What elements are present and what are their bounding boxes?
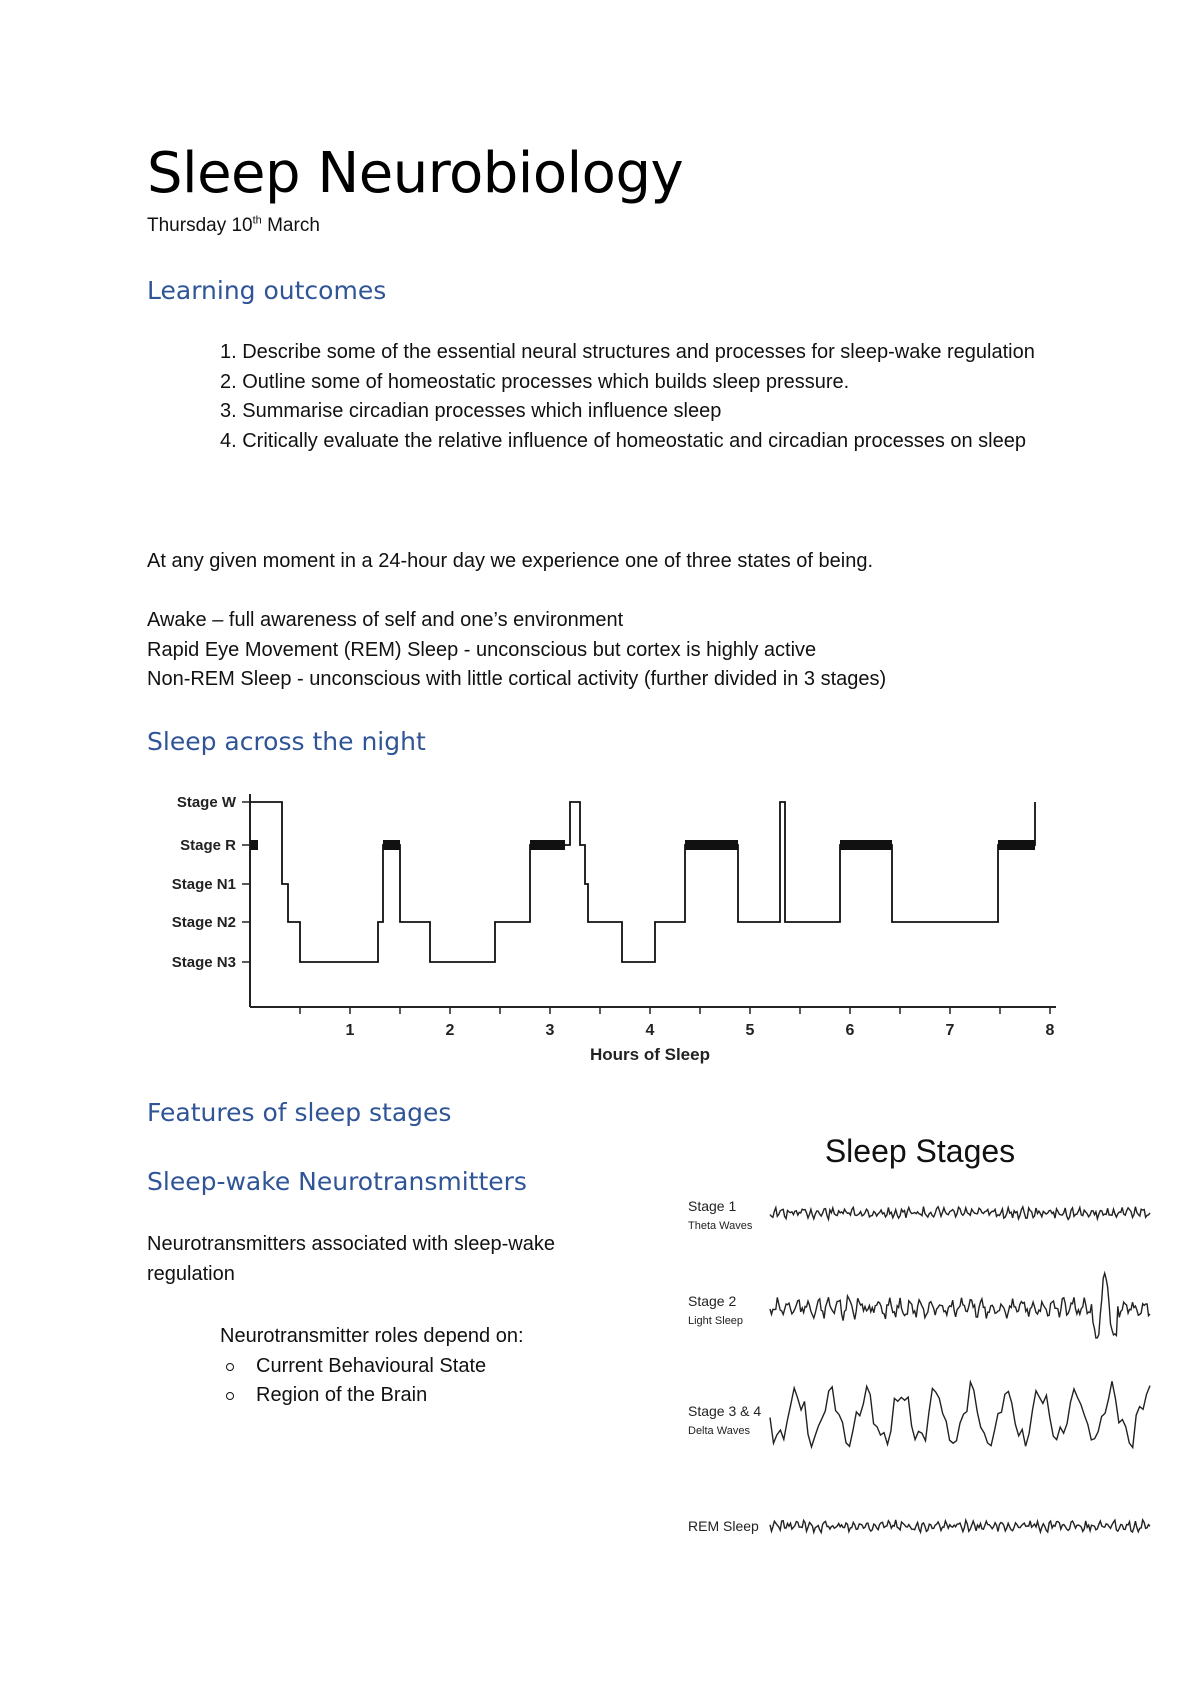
trace-label: REM Sleep [688, 1518, 759, 1534]
page-title: Sleep Neurobiology [147, 141, 684, 206]
date-month: March [267, 215, 320, 236]
outcome-item: 3. Summarise circadian processes which influence sleep [220, 400, 722, 422]
rem-bar [840, 840, 892, 850]
learning-outcomes-list [220, 338, 1080, 456]
y-tick-label: Stage R [180, 837, 236, 854]
trace-label: Stage 3 & 4 [688, 1403, 762, 1419]
outcome-item: 4. Critically evaluate the relative influence of homeostatic and circadian processes on sleep [220, 429, 1026, 452]
rem-bar [383, 840, 400, 850]
x-tick-label: 6 [845, 1022, 855, 1039]
rem-bar [998, 840, 1035, 850]
x-tick-label: 5 [745, 1022, 755, 1039]
trace-sublabel: Theta Waves [688, 1220, 753, 1232]
date-prefix: Thursday 10 [147, 215, 253, 236]
trace-label: Stage 1 [688, 1198, 737, 1214]
figure-title: Sleep Stages [824, 1133, 1016, 1169]
list-item [256, 1352, 524, 1382]
state-awake: Awake – full awareness of self and one’s environment [147, 609, 624, 631]
x-tick-label: 4 [645, 1022, 655, 1039]
y-tick-label: Stage N1 [171, 876, 236, 893]
x-tick-label: 8 [1045, 1022, 1055, 1039]
rem-bar [250, 840, 258, 850]
trace-label: Stage 2 [688, 1293, 737, 1309]
role-text: Current Behavioural State [256, 1354, 487, 1377]
rem-bar [530, 840, 565, 850]
eeg-trace [770, 1207, 1150, 1220]
bullet-icon [226, 1363, 234, 1371]
rem-bar [685, 840, 738, 850]
trace-sublabel: Light Sleep [688, 1315, 744, 1327]
sleep-across-night-heading: Sleep across the night [147, 727, 426, 756]
list-item [256, 1381, 524, 1411]
role-text: Region of the Brain [256, 1384, 428, 1406]
eeg-trace [770, 1520, 1150, 1533]
sleep-stages-figure [670, 1118, 1170, 1578]
x-tick-label: 1 [345, 1022, 355, 1039]
x-tick-label: 3 [545, 1022, 555, 1039]
y-tick-label: Stage W [176, 794, 236, 811]
neurotransmitters-heading: Sleep-wake Neurotransmitters [147, 1167, 527, 1196]
features-heading: Features of sleep stages [147, 1098, 452, 1127]
states-list [147, 606, 886, 695]
x-axis-label: Hours of Sleep [590, 1045, 710, 1064]
outcome-item: 2. Outline some of homeostatic processes which builds sleep pressure. [220, 370, 850, 393]
y-tick-label: Stage N3 [171, 954, 236, 971]
date-suffix: th [252, 214, 262, 227]
neurotransmitters-intro: Neurotransmitters associated with sleep-wake regulation [147, 1233, 555, 1285]
eeg-trace [770, 1273, 1150, 1338]
y-tick-label: Stage N2 [171, 914, 236, 931]
x-tick-label: 2 [445, 1022, 455, 1039]
document-date [147, 215, 320, 237]
roles-label: Neurotransmitter roles depend on: [220, 1325, 524, 1347]
state-rem: Rapid Eye Movement (REM) Sleep - unconscious but cortex is highly active [147, 638, 817, 661]
neurotransmitter-roles [220, 1322, 524, 1411]
roles-list [220, 1352, 524, 1411]
trace-sublabel: Delta Waves [688, 1425, 750, 1437]
hypnogram-line [250, 802, 1035, 962]
learning-outcomes-heading: Learning outcomes [147, 276, 387, 305]
x-tick-label: 7 [945, 1022, 955, 1039]
hypnogram-chart [140, 782, 1070, 1072]
state-nrem: Non-REM Sleep - unconscious with little cortical activity (further divided in 3 stages) [147, 668, 887, 690]
intro-paragraph: At any given moment in a 24-hour day we experience one of three states of being. [147, 550, 873, 572]
outcome-item: 1. Describe some of the essential neural structures and processes for sleep-wake regulation [220, 341, 1035, 363]
bullet-icon [226, 1392, 234, 1400]
eeg-trace [770, 1381, 1150, 1447]
